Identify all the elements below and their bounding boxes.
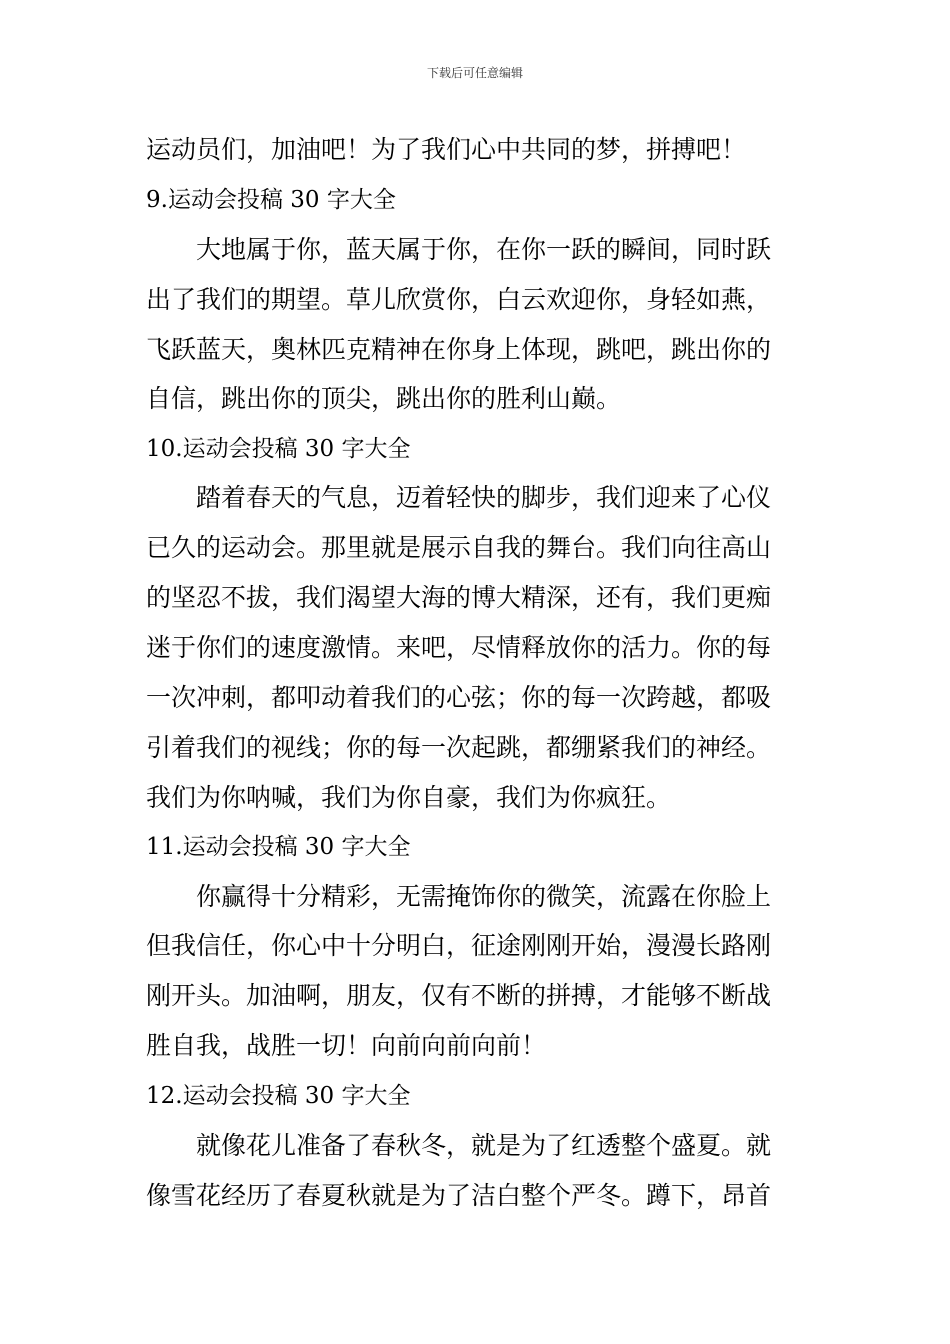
body-line: 像雪花经历了春夏秋就是为了洁白整个严冬。蹲下，昂首 — [146, 1181, 772, 1210]
body-line: 大地属于你，蓝天属于你，在你一跃的瞬间，同时跃 — [146, 235, 772, 264]
body-line: 踏着春天的气息，迈着轻快的脚步，我们迎来了心仪 — [146, 483, 772, 512]
section-heading: 11.运动会投稿 30 字大全 — [146, 834, 411, 860]
page-header: 下载后可任意编辑 — [426, 66, 523, 80]
body-line: 引着我们的视线；你的每一次起跳，都绷紧我们的神经。 — [146, 733, 772, 762]
section-heading: 12.运动会投稿 30 字大全 — [146, 1083, 411, 1109]
body-line: 的坚忍不拔，我们渴望大海的博大精深，还有，我们更痴 — [146, 583, 772, 612]
body-line: 出了我们的期望。草儿欣赏你，白云欢迎你，身轻如燕， — [146, 285, 772, 314]
body-line: 已久的运动会。那里就是展示自我的舞台。我们向往高山 — [146, 533, 772, 562]
body-line: 但我信任，你心中十分明白，征途刚刚开始，漫漫长路刚 — [146, 931, 772, 960]
body-line: 自信，跳出你的顶尖，跳出你的胜利山巅。 — [146, 384, 622, 413]
body-line: 运动员们，加油吧！为了我们心中共同的梦，拼搏吧！ — [146, 135, 747, 164]
section-heading: 10.运动会投稿 30 字大全 — [146, 436, 411, 462]
section-heading: 9.运动会投稿 30 字大全 — [146, 187, 396, 213]
body-line: 刚开头。加油啊，朋友，仅有不断的拼搏，才能够不断战 — [146, 981, 772, 1010]
body-line: 迷于你们的速度激情。来吧，尽情释放你的活力。你的每 — [146, 633, 772, 662]
body-line: 你赢得十分精彩，无需掩饰你的微笑，流露在你脸上 — [146, 882, 772, 911]
body-line: 胜自我，战胜一切！向前向前向前！ — [146, 1031, 547, 1060]
body-line: 就像花儿准备了春秋冬，就是为了红透整个盛夏。就 — [146, 1131, 772, 1160]
body-line: 我们为你呐喊，我们为你自豪，我们为你疯狂。 — [146, 783, 672, 812]
body-line: 一次冲刺，都叩动着我们的心弦；你的每一次跨越，都吸 — [146, 683, 772, 712]
body-line: 飞跃蓝天，奥林匹克精神在你身上体现，跳吧，跳出你的 — [146, 335, 772, 364]
